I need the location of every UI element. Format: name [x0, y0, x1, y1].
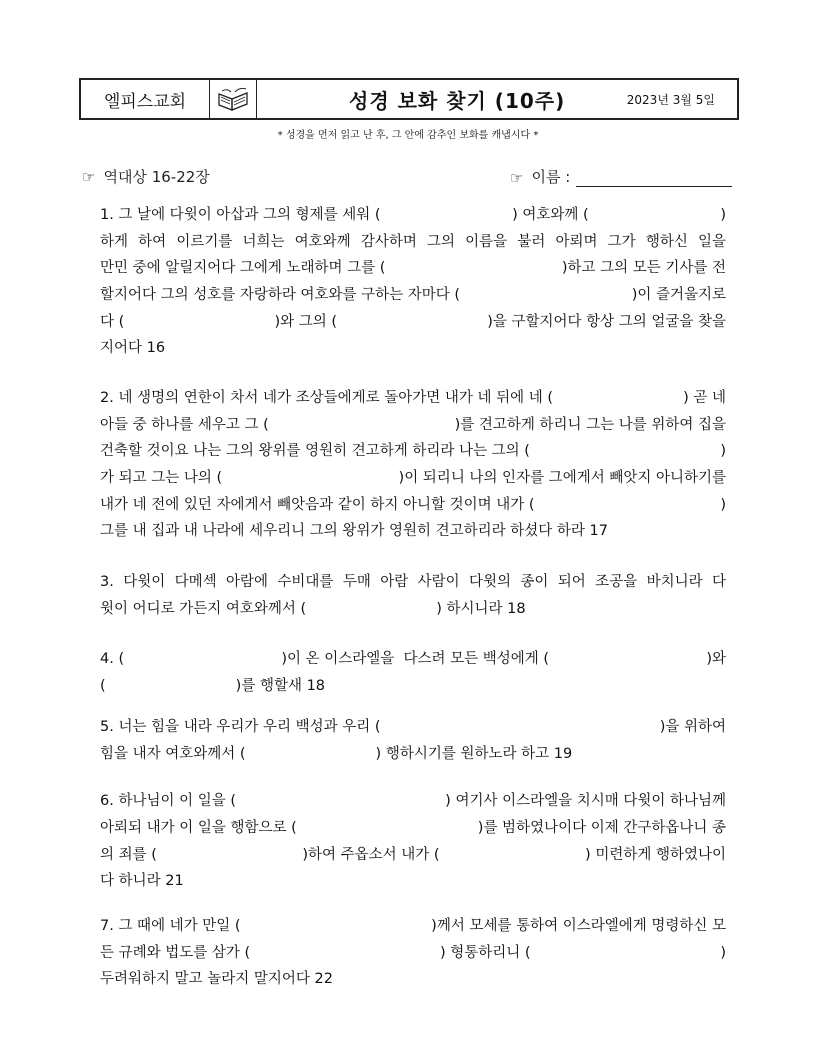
text-segment: ( — [100, 678, 106, 694]
text-segment: 지어다 16 — [100, 340, 166, 356]
text-segment: )를 행할새 18 — [235, 678, 326, 694]
name-label: 이름 : — [531, 168, 571, 186]
text-line — [100, 286, 726, 304]
text-segment: 두려워하지 말고 놀라지 말지어다 22 — [100, 971, 333, 987]
passage-reference — [82, 166, 210, 187]
text-line — [100, 313, 726, 331]
text-line — [100, 496, 726, 514]
text-line — [100, 416, 726, 434]
text-line — [100, 573, 726, 591]
text-line — [100, 442, 726, 460]
text-line — [100, 792, 726, 810]
text-line — [100, 259, 726, 277]
instruction-text: * 성경을 먼저 읽고 난 후, 그 안에 감추인 보화를 캐냅시다 * — [277, 130, 539, 141]
text-line — [100, 389, 726, 407]
text-segment: 힘을 내자 여호와께서 ( — [100, 746, 246, 762]
text-segment: )와 — [706, 651, 726, 667]
text-segment: 가 되고 그는 나의 ( — [100, 470, 223, 486]
church-name: 엘피스교회 — [81, 80, 210, 118]
text-segment: )이 온 이스라엘을 다스려 모든 백성에게 ( — [281, 651, 550, 667]
text-segment: 5. 너는 힘을 내라 우리가 우리 백성과 우리 ( — [100, 719, 381, 735]
text-segment: )께서 모세를 통하여 이스라엘에게 명령하신 모 — [431, 918, 726, 934]
text-segment: ) — [720, 945, 726, 961]
text-segment: ) 행하시기를 원하노라 하고 19 — [375, 746, 573, 762]
text-segment: 2. 네 생명의 연한이 차서 네가 조상들에게로 돌아가면 내가 네 뒤에 네 ( — [100, 390, 553, 406]
header-box — [79, 78, 739, 120]
text-segment: )하여 주옵소서 내가 ( — [302, 847, 440, 863]
text-segment: 아뢰되 내가 이 일을 행함으로 ( — [100, 820, 297, 836]
text-segment: ) 여기사 이스라엘을 치시매 다윗이 하나님께 — [445, 793, 726, 809]
text-segment: 윗이 어디로 가든지 여호와께서 ( — [100, 601, 307, 617]
page-title: 성경 보화 찾기 (10주) — [349, 88, 566, 113]
text-segment: 6. 하나님이 이 일을 ( — [100, 793, 236, 809]
passage-text: 역대상 16-22장 — [103, 168, 210, 186]
text-segment: 든 규례와 법도를 삼가 ( — [100, 945, 251, 961]
text-segment: 만민 중에 알릴지어다 그에게 노래하며 그를 ( — [100, 260, 386, 276]
pointing-hand-icon: ☞ — [510, 169, 524, 187]
text-line — [100, 745, 726, 763]
text-segment: 다 ( — [100, 314, 125, 330]
text-segment: )을 위하여 — [659, 719, 726, 735]
text-line — [100, 206, 726, 224]
text-segment: ) 여호와께 ( — [512, 207, 589, 223]
text-segment: ) — [720, 443, 726, 459]
text-segment: )이 즐거울지로 — [631, 287, 726, 303]
text-segment: 다 하니라 21 — [100, 873, 184, 889]
text-line — [100, 872, 726, 890]
text-segment: )와 그의 ( — [274, 314, 338, 330]
text-line — [100, 522, 726, 540]
text-segment: 하게 하여 이르기를 너희는 여호와께 감사하며 그의 이름을 불러 아뢰며 그가 행하신 일을 — [100, 234, 726, 250]
text-segment: ) 하시니라 18 — [436, 601, 526, 617]
text-segment: )하고 그의 모든 기사를 전 — [561, 260, 726, 276]
text-segment: )이 되리니 나의 인자를 그에게서 빼앗지 아니하기를 — [398, 470, 726, 486]
text-segment: ) 미련하게 행하였나이 — [585, 847, 726, 863]
text-line — [100, 233, 726, 251]
text-segment: ) 곧 네 — [683, 390, 726, 406]
text-line — [100, 917, 726, 935]
text-segment: 의 죄를 ( — [100, 847, 157, 863]
text-segment: ) — [720, 207, 726, 223]
pointing-hand-icon: ☞ — [82, 168, 96, 186]
name-field — [510, 166, 732, 187]
open-bible-icon — [216, 86, 250, 112]
text-segment: )을 구할지어다 항상 그의 얼굴을 찾을 — [487, 314, 726, 330]
text-segment: 3. 다윗이 다메섹 아람에 수비대를 두매 아람 사람이 다윗의 종이 되어 조공을 바치니라 다 — [100, 574, 726, 590]
text-segment: 그를 내 집과 내 나라에 세우리니 그의 왕위가 영원히 견고하리라 하셨다 하라 17 — [100, 523, 608, 539]
text-segment: 4. ( — [100, 651, 125, 667]
text-segment: )를 견고하게 하리니 그는 나를 위하여 집을 — [454, 417, 726, 433]
text-line — [100, 339, 726, 357]
text-line — [100, 970, 726, 988]
text-segment: 내가 네 전에 있던 자에게서 빼앗음과 같이 하지 아니할 것이며 내가 ( — [100, 497, 535, 513]
text-segment: 건축할 것이요 나는 그의 왕위를 영원히 견고하게 하리라 나는 그의 ( — [100, 443, 530, 459]
text-segment: ) 형통하리니 ( — [439, 945, 531, 961]
text-segment: 1. 그 날에 다윗이 아삽과 그의 형제를 세워 ( — [100, 207, 381, 223]
logo-cell — [210, 80, 257, 118]
text-line — [100, 718, 726, 736]
text-segment: ) — [720, 497, 726, 513]
date-label: 2023년 3월 5일 — [626, 92, 715, 107]
text-line — [100, 846, 726, 864]
title-cell — [257, 80, 737, 118]
text-line — [100, 677, 726, 695]
text-line — [100, 650, 726, 668]
name-input-line[interactable] — [576, 170, 732, 187]
text-line — [100, 600, 726, 618]
text-segment: 아들 중 하나를 세우고 그 ( — [100, 417, 269, 433]
text-line — [100, 469, 726, 487]
text-segment: 할지어다 그의 성호를 자랑하라 여호와를 구하는 자마다 ( — [100, 287, 461, 303]
text-line — [100, 819, 726, 837]
text-segment: 7. 그 때에 네가 만일 ( — [100, 918, 241, 934]
text-segment: )를 범하였나이다 이제 간구하옵나니 종 — [477, 820, 726, 836]
text-line — [100, 944, 726, 962]
